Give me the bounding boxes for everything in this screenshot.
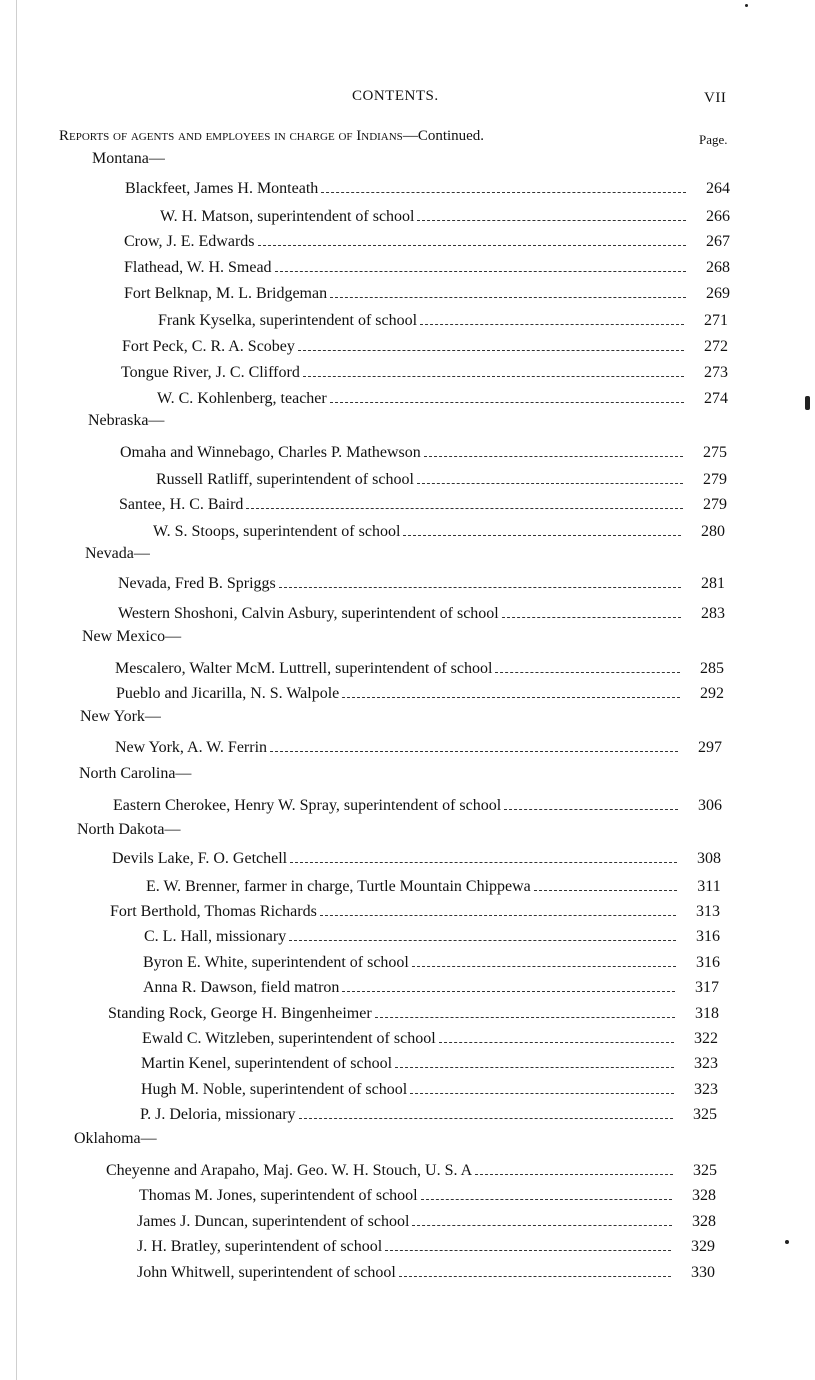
contents-entry <box>118 603 735 625</box>
contents-entry <box>124 231 740 253</box>
contents-entry <box>124 283 740 305</box>
entry-page-number: 266 <box>706 208 730 225</box>
entry-title: E. W. Brenner, farmer in charge, Turtle Mountain Chippewa <box>146 878 531 895</box>
dot-leader <box>403 521 681 536</box>
entry-page-number: 328 <box>692 1213 716 1230</box>
entry-title: Cheyenne and Arapaho, Maj. Geo. W. H. Stouch, U. S. A <box>106 1162 473 1179</box>
dot-leader <box>395 1053 674 1068</box>
state-heading: Oklahoma— <box>74 1130 157 1147</box>
entry-title: Fort Berthold, Thomas Richards <box>110 903 317 920</box>
dot-leader <box>475 1160 673 1175</box>
dot-leader <box>412 1211 672 1226</box>
entry-page-number: 269 <box>706 285 730 302</box>
entry-page-number: 322 <box>694 1030 718 1047</box>
entry-page-number: 308 <box>697 850 721 867</box>
entry-page-number: 273 <box>704 364 728 381</box>
entry-page-number: 283 <box>701 605 725 622</box>
entry-page-number: 279 <box>703 496 727 513</box>
contents-entry <box>115 658 734 680</box>
contents-entry <box>158 310 738 332</box>
entry-page-number: 317 <box>695 979 719 996</box>
entry-page-number: 316 <box>696 954 720 971</box>
page-column-label: Page. <box>699 132 728 147</box>
entry-title: Standing Rock, George H. Bingenheimer <box>108 1005 372 1022</box>
entry-page-number: 318 <box>695 1005 719 1022</box>
entry-title: W. H. Matson, superintendent of school <box>160 208 415 225</box>
contents-entry <box>160 206 740 228</box>
entry-title: Ewald C. Witzleben, superintendent of school <box>142 1030 436 1047</box>
state-heading: Nevada— <box>85 545 150 562</box>
contents-entry <box>120 442 737 464</box>
entry-title: Devils Lake, F. O. Getchell <box>112 850 288 867</box>
dot-leader <box>385 1236 671 1251</box>
section-title-suffix: —Continued. <box>402 128 485 144</box>
state-heading: North Dakota— <box>77 821 181 838</box>
entry-title: C. L. Hall, missionary <box>144 928 287 945</box>
entry-title: Frank Kyselka, superintendent of school <box>158 312 418 329</box>
dot-leader <box>279 573 681 588</box>
contents-entry <box>141 1053 728 1075</box>
page-number: VII <box>704 90 727 106</box>
contents-entry <box>140 1104 727 1126</box>
contents-entry <box>121 362 738 384</box>
entry-page-number: 325 <box>693 1162 717 1179</box>
dot-leader <box>410 1079 674 1094</box>
state-heading: North Carolina— <box>79 765 192 782</box>
entry-title: Anna R. Dawson, field matron <box>143 979 340 996</box>
contents-entry <box>141 1079 728 1101</box>
contents-entry <box>115 737 732 759</box>
contents-entry <box>153 521 735 543</box>
dot-leader <box>417 469 683 484</box>
dot-leader <box>504 795 678 810</box>
dot-leader <box>412 952 676 967</box>
entry-page-number: 274 <box>704 390 728 407</box>
entry-page-number: 275 <box>703 444 727 461</box>
entry-title: Fort Belknap, M. L. Bridgeman <box>124 285 328 302</box>
dot-leader <box>321 178 686 193</box>
contents-entry <box>137 1262 725 1284</box>
contents-entry <box>143 952 730 974</box>
contents-entry <box>124 257 740 279</box>
dot-leader <box>420 310 684 325</box>
contents-entry <box>157 388 738 410</box>
entry-page-number: 316 <box>696 928 720 945</box>
dot-leader <box>298 336 684 351</box>
dot-leader <box>439 1028 674 1043</box>
entry-page-number: 268 <box>706 259 730 276</box>
contents-entry <box>139 1185 726 1207</box>
dot-leader <box>299 1104 673 1119</box>
state-heading: Montana— <box>92 150 165 167</box>
dot-leader <box>342 683 680 698</box>
entry-page-number: 285 <box>700 660 724 677</box>
entry-title: Byron E. White, superintendent of school <box>143 954 409 971</box>
entry-page-number: 313 <box>696 903 720 920</box>
contents-entry <box>156 469 737 491</box>
entry-page-number: 279 <box>703 471 727 488</box>
contents-entry <box>143 977 729 999</box>
entry-title: Russell Ratliff, superintendent of school <box>156 471 414 488</box>
dot-leader <box>534 876 677 891</box>
contents-entry <box>112 848 731 870</box>
entry-title: Crow, J. E. Edwards <box>124 233 255 250</box>
dot-leader <box>424 442 683 457</box>
dot-leader <box>421 1185 672 1200</box>
entry-title: Mescalero, Walter McM. Luttrell, superintendent of school <box>115 660 493 677</box>
entry-title: Western Shoshoni, Calvin Asbury, superintendent of school <box>118 605 499 622</box>
contents-entry <box>119 494 737 516</box>
dot-leader <box>246 494 683 509</box>
dot-leader <box>375 1003 675 1018</box>
print-speck <box>805 396 810 410</box>
dot-leader <box>270 737 678 752</box>
contents-entry <box>113 795 732 817</box>
dot-leader <box>289 926 676 941</box>
contents-entry <box>108 1003 729 1025</box>
contents-entry <box>142 1028 728 1050</box>
entry-title: Santee, H. C. Baird <box>119 496 244 513</box>
contents-entry <box>106 1160 727 1182</box>
entry-title: J. H. Bratley, superintendent of school <box>137 1238 383 1255</box>
entry-title: Omaha and Winnebago, Charles P. Mathewson <box>120 444 421 461</box>
entry-page-number: 323 <box>694 1055 718 1072</box>
entry-page-number: 311 <box>697 878 721 895</box>
entry-page-number: 280 <box>701 523 725 540</box>
state-heading: Nebraska— <box>88 412 165 429</box>
contents-entry <box>144 926 730 948</box>
entry-title: Fort Peck, C. R. A. Scobey <box>122 338 295 355</box>
contents-entry <box>137 1236 725 1258</box>
entry-title: Thomas M. Jones, superintendent of school <box>139 1187 418 1204</box>
entry-page-number: 281 <box>701 575 725 592</box>
print-speck <box>785 1240 789 1244</box>
dot-leader <box>275 257 686 272</box>
dot-leader <box>330 283 686 298</box>
dot-leader <box>399 1262 671 1277</box>
entry-page-number: 325 <box>693 1106 717 1123</box>
dot-leader <box>290 848 677 863</box>
dot-leader <box>330 388 684 403</box>
entry-page-number: 297 <box>698 739 722 756</box>
entry-title: John Whitwell, superintendent of school <box>137 1264 396 1281</box>
entry-page-number: 264 <box>706 180 730 197</box>
state-heading: New Mexico— <box>82 628 182 645</box>
dot-leader <box>342 977 675 992</box>
entry-title: Blackfeet, James H. Monteath <box>125 180 319 197</box>
contents-entry <box>146 876 731 898</box>
entry-title: Pueblo and Jicarilla, N. S. Walpole <box>116 685 340 702</box>
entry-page-number: 271 <box>704 312 728 329</box>
entry-title: New York, A. W. Ferrin <box>115 739 268 756</box>
contents-entry <box>122 336 738 358</box>
entry-page-number: 328 <box>692 1187 716 1204</box>
dot-leader <box>495 658 680 673</box>
contents-entry <box>125 178 740 200</box>
entry-title: Flathead, W. H. Smead <box>124 259 272 276</box>
entry-title: Tongue River, J. C. Clifford <box>121 364 300 381</box>
contents-entry <box>137 1211 726 1233</box>
contents-entry <box>118 573 735 595</box>
entry-page-number: 306 <box>698 797 722 814</box>
dot-leader <box>502 603 681 618</box>
entry-title: W. C. Kohlenberg, teacher <box>157 390 327 407</box>
dot-leader <box>258 231 687 246</box>
entry-page-number: 330 <box>691 1264 715 1281</box>
entry-page-number: 292 <box>700 685 724 702</box>
dot-leader <box>303 362 684 377</box>
entry-title: Hugh M. Noble, superintendent of school <box>141 1081 408 1098</box>
entry-title: P. J. Deloria, missionary <box>140 1106 296 1123</box>
page-title: CONTENTS. <box>352 88 439 104</box>
entry-title: Nevada, Fred B. Spriggs <box>118 575 276 592</box>
contents-entry <box>116 683 734 705</box>
dot-leader <box>417 206 686 221</box>
state-heading: New York— <box>80 708 161 725</box>
entry-title: Martin Kenel, superintendent of school <box>141 1055 393 1072</box>
entry-title: James J. Duncan, superintendent of school <box>137 1213 410 1230</box>
entry-title: Eastern Cherokee, Henry W. Spray, superintendent of school <box>113 797 502 814</box>
print-speck <box>745 4 748 7</box>
entry-page-number: 329 <box>691 1238 715 1255</box>
entry-page-number: 267 <box>706 233 730 250</box>
entry-page-number: 323 <box>694 1081 718 1098</box>
section-title: Reports of agents and employees in charge of Indians <box>59 128 403 144</box>
entry-title: W. S. Stoops, superintendent of school <box>153 523 401 540</box>
contents-entry <box>110 901 730 923</box>
entry-page-number: 272 <box>704 338 728 355</box>
dot-leader <box>320 901 676 916</box>
